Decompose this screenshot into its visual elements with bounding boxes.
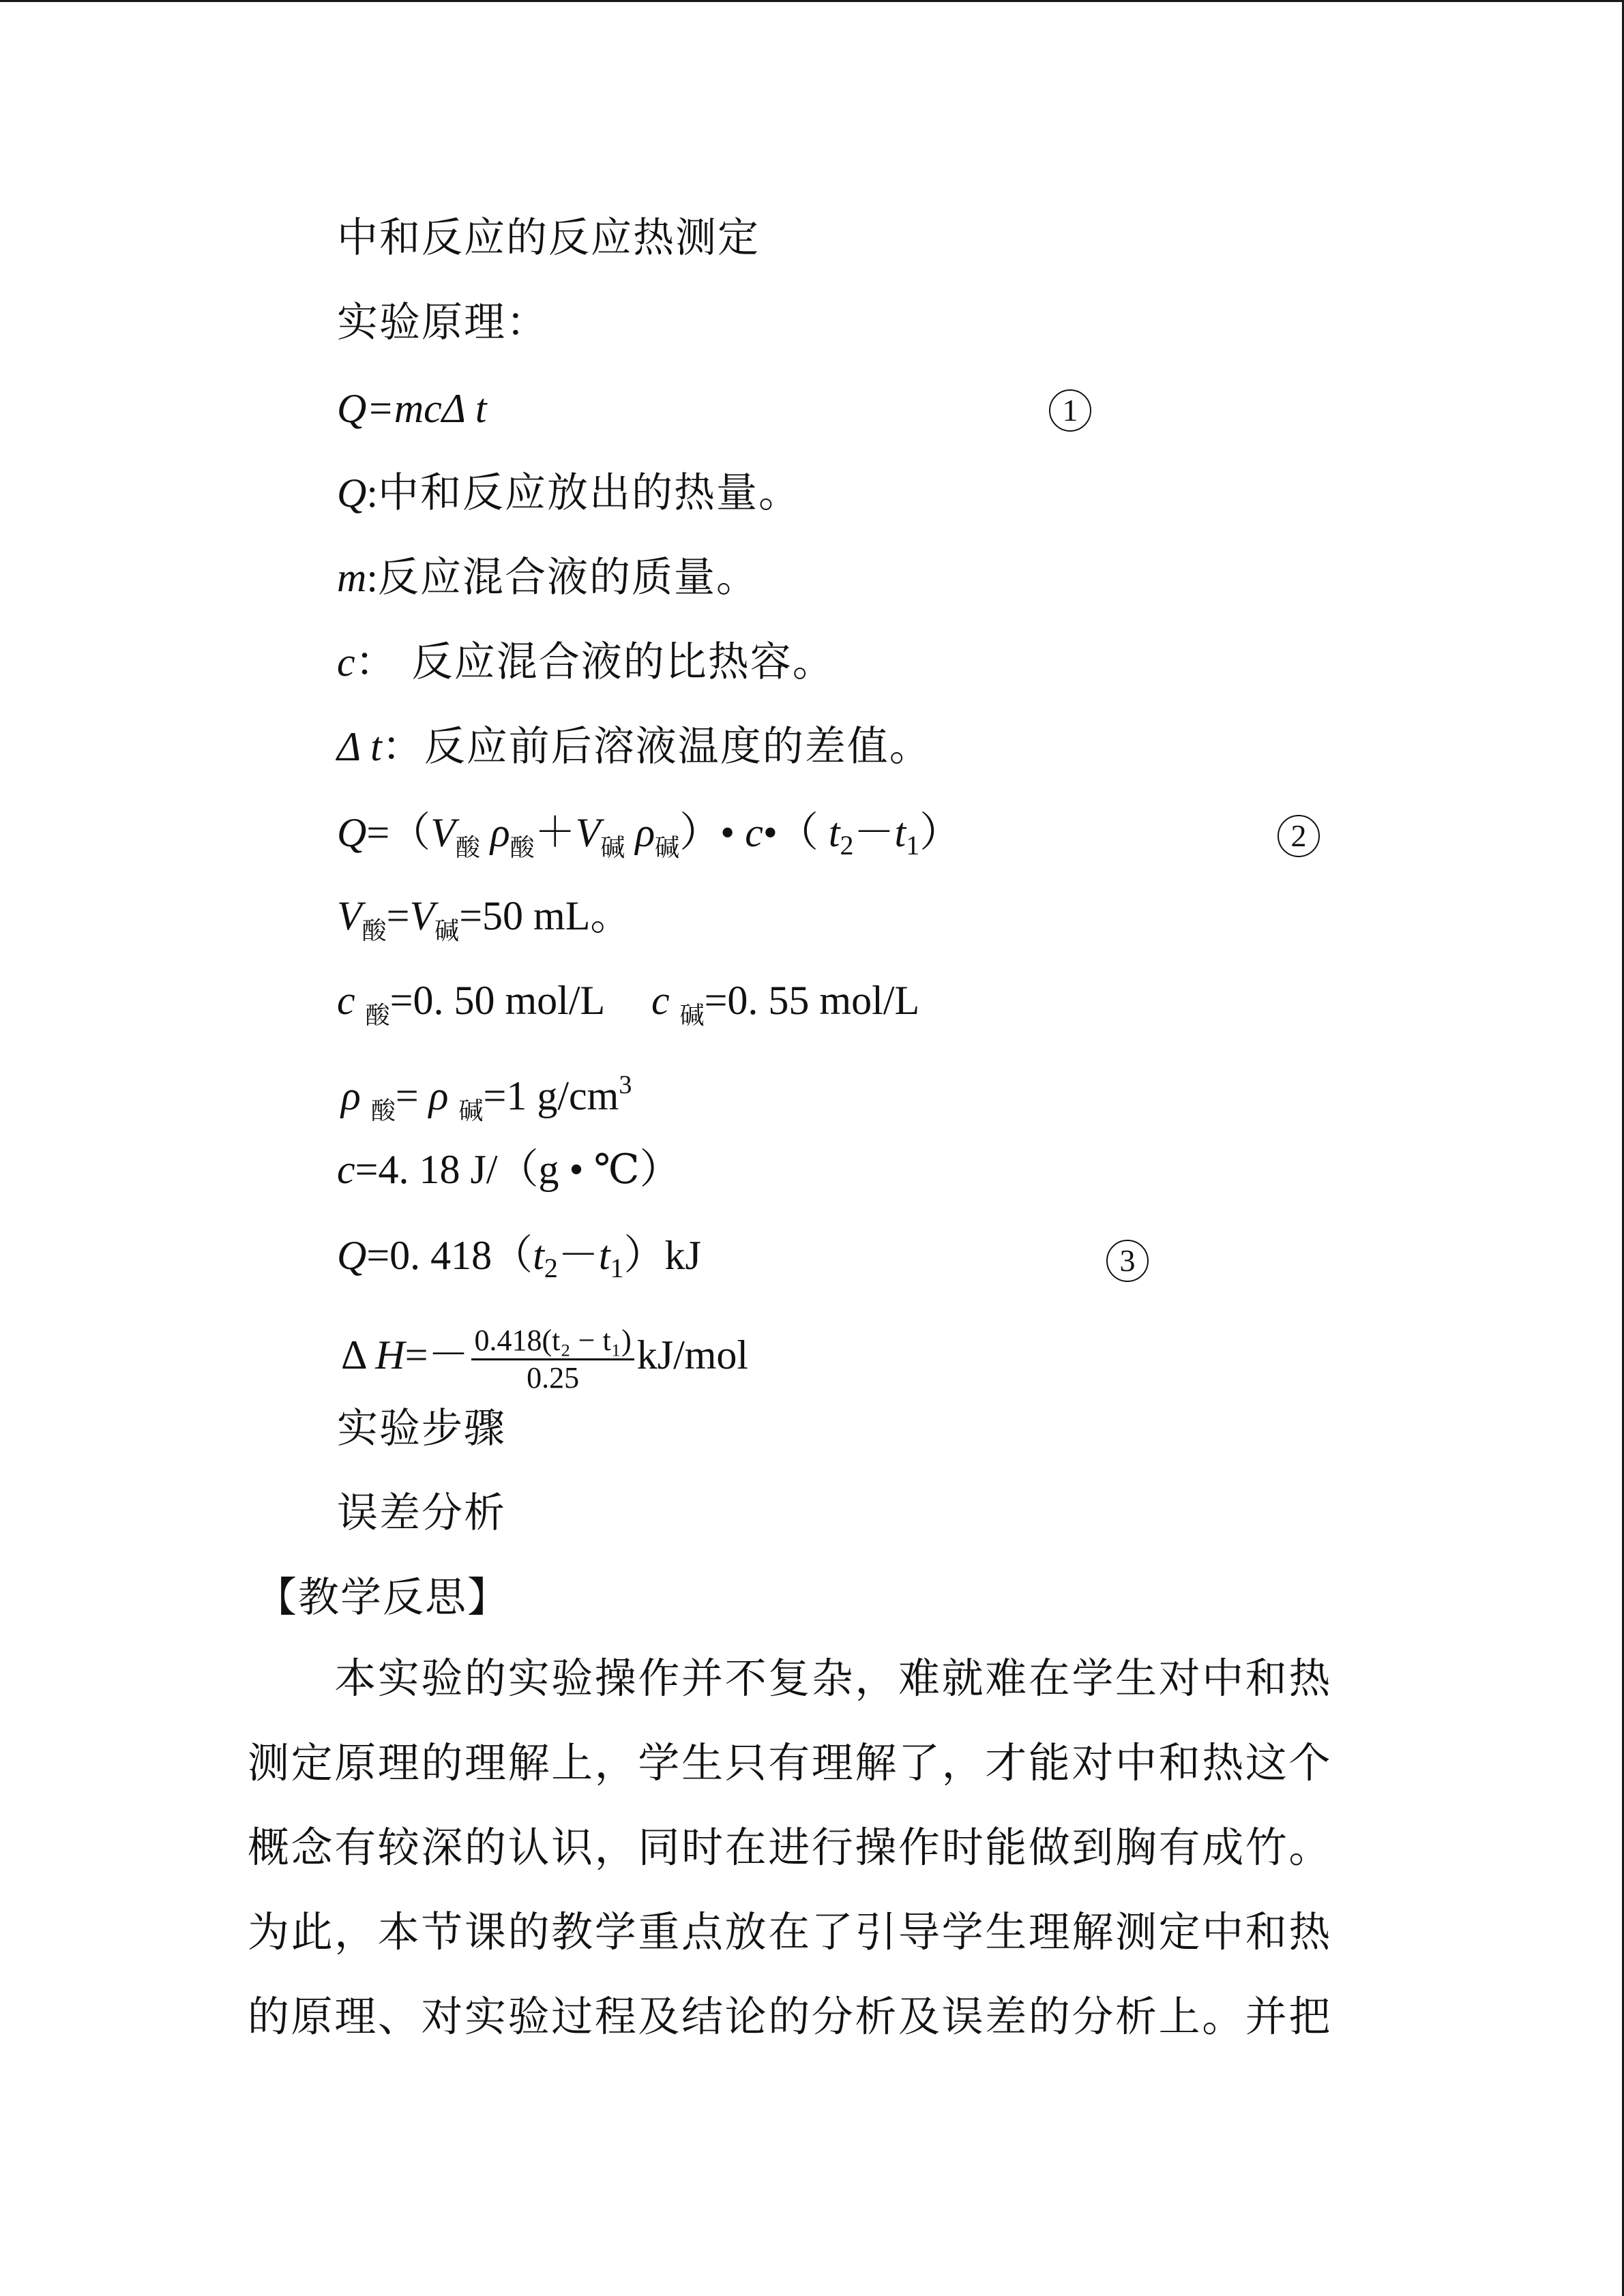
fraction-numerator: 0.418(t₂ − t₁) [471,1323,634,1360]
page-top-border [0,0,1624,2]
equation-3 [337,1232,701,1292]
eq2-c: c [745,810,763,855]
eq2-t2: t [828,810,840,855]
eq2-dot-paren: •（ [763,810,818,855]
rho-symbol: ρ [428,1073,449,1118]
eq2-t1: t [894,810,906,855]
equation-2 [337,809,960,872]
c-symbol: c [337,1147,355,1192]
c-symbol: c [337,978,355,1023]
density-value: =1 g/cm [483,1073,619,1118]
subscript-acid: 酸 [455,834,480,862]
eq3-q: Q [337,1233,367,1278]
heat-capacity-value: =4. 18 J/（g • ℃） [355,1147,681,1192]
acid-concentration: =0. 50 mol/L [389,978,604,1023]
error-analysis-heading: 误差分析 [337,1489,506,1537]
equals-minus: =－ [404,1332,469,1377]
h-symbol: H [375,1332,405,1377]
base-concentration: =0. 55 mol/L [704,978,920,1023]
eq3-close: ）kJ [623,1233,701,1278]
steps-heading: 实验步骤 [337,1405,506,1452]
heat-capacity-line [337,1146,681,1193]
fraction-denominator: 0.25 [527,1360,580,1395]
def-sep: ： [381,723,424,771]
subscript-acid: 酸 [510,834,535,862]
def-symbol: m [337,555,367,600]
def-sep: ： [355,638,398,686]
subscript-2: 2 [544,1253,558,1283]
def-symbol: Q [337,471,367,516]
eq2-q: Q [337,810,367,855]
volume-line [337,892,631,955]
c-symbol: c [651,978,670,1023]
def-symbol: c [337,640,355,685]
eq2-v-base: V [575,810,601,855]
principle-heading: 实验原理： [337,299,548,346]
def-sep: : [366,471,379,516]
paragraph-line: 为此，本节课的教学重点放在了引导学生理解测定中和热 [248,1908,1333,1956]
def-text: 反应混合液的比热容。 [397,638,835,686]
subscript-acid: 酸 [361,917,387,945]
eq1-rhs: =mcΔ t [366,386,487,431]
concentration-line [337,976,919,1040]
v-symbol: V [337,893,362,938]
subscript-acid: 酸 [370,1097,396,1125]
eq2-plus: ＋ [534,810,576,855]
section-title: 中和反应的反应热测定 [337,214,760,262]
def-text: 反应混合液的质量。 [378,554,759,601]
eq3-coef: =0. 418（ [366,1233,533,1278]
subscript-base: 碱 [600,834,625,862]
rho-symbol: ρ [341,1073,361,1118]
equals: = [395,1073,429,1118]
definition-m [337,554,758,601]
def-symbol: Δ t [337,724,382,769]
eq2-rho-base: ρ [635,810,655,855]
v-symbol: V [409,893,435,938]
def-text: 中和反应放出的热量。 [378,469,801,517]
def-sep: : [366,555,379,600]
eq3-minus: － [557,1233,599,1278]
fraction [471,1323,634,1396]
superscript-3: 3 [619,1071,632,1099]
eq1-q: Q [337,386,367,431]
subscript-2: 2 [840,830,854,861]
delta-symbol: Δ [341,1332,376,1377]
volume-value: =50 mL。 [459,893,632,938]
eq3-t1: t [598,1233,610,1278]
paragraph-line: 本实验的实验操作并不复杂，难就难在学生对中和热 [248,1654,1333,1703]
equation-1 [337,385,487,432]
density-line [341,1061,632,1135]
enthalpy-unit: kJ/mol [636,1332,749,1377]
subscript-1: 1 [610,1253,624,1283]
eq2-rho-acid: ρ [490,810,510,855]
enthalpy-equation [341,1317,748,1396]
eq3-t2: t [533,1233,544,1278]
definition-c [337,638,835,686]
subscript-base: 碱 [434,917,460,945]
definition-delta-t [337,723,932,771]
subscript-base: 碱 [458,1097,484,1125]
def-text: 反应前后溶液温度的差值。 [424,723,932,771]
subscript-base: 碱 [679,1002,705,1030]
subscript-acid: 酸 [365,1002,390,1030]
definition-q [337,469,801,517]
equals: = [386,893,410,938]
equation-number-2: 2 [1278,815,1320,857]
eq2-open: =（ [366,810,431,855]
subscript-base: 碱 [655,834,680,862]
paragraph-line: 测定原理的理解上，学生只有理解了，才能对中和热这个 [248,1739,1333,1787]
reflection-paragraph [248,1637,1339,2059]
paragraph-line: 的原理、对实验过程及结论的分析及误差的分析上。并把 [248,1993,1333,2041]
eq2-minus: － [853,810,895,855]
reflection-heading: 【教学反思】 [256,1574,510,1622]
equation-number-1: 1 [1049,389,1091,432]
paragraph-line: 概念有较深的认识，同时在进行操作时能做到胸有成竹。 [248,1823,1333,1872]
eq2-v-acid: V [430,810,456,855]
eq2-close: ） [919,810,961,855]
eq2-close-dot: ）• [679,810,735,855]
equation-number-3: 3 [1106,1240,1149,1282]
subscript-1: 1 [906,830,920,861]
